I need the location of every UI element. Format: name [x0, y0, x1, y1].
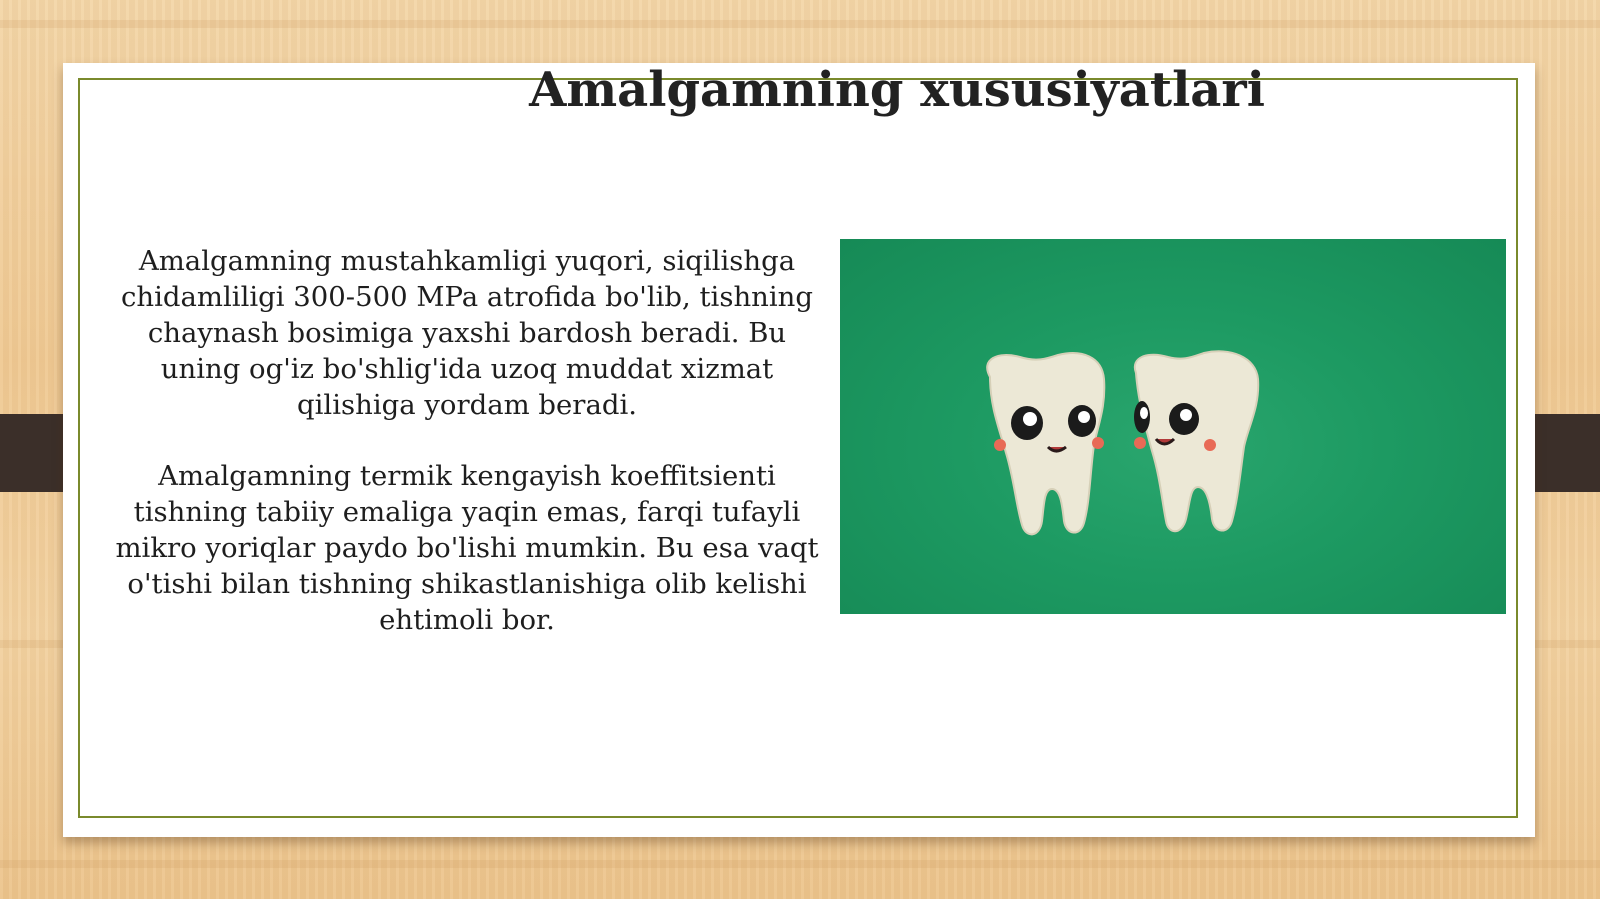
slide-text-block: [111, 243, 823, 673]
slide-title: Amalgamning xususiyatlari: [529, 62, 1265, 118]
wood-grain: [0, 860, 1600, 868]
slide-card: [63, 63, 1535, 837]
teeth-photo: [840, 239, 1506, 614]
wood-grain: [0, 20, 1600, 28]
paragraph-strength: Amalgamning mustahkamligi yuqori, siqilishga chidamliligi 300-500 MPa atrofida bo'lib, tishning chaynash bosimiga yaxshi bardosh beradi. Bu uning og'iz bo'shlig'ida uzoq muddat xizmat qilishiga yordam beradi.: [121, 245, 813, 421]
tooth-figurine-left: [987, 353, 1104, 534]
paragraph-thermal-expansion: Amalgamning termik kengayish koeffitsienti tishning tabiiy emaliga yaqin emas, farqi tufayli mikro yoriqlar paydo bo'lishi mumkin. Bu esa vaqt o'tishi bilan tishning shikastlanishiga olib kelishi ehtimoli bor.: [115, 460, 819, 636]
tooth-figurine-right: [1134, 351, 1258, 531]
